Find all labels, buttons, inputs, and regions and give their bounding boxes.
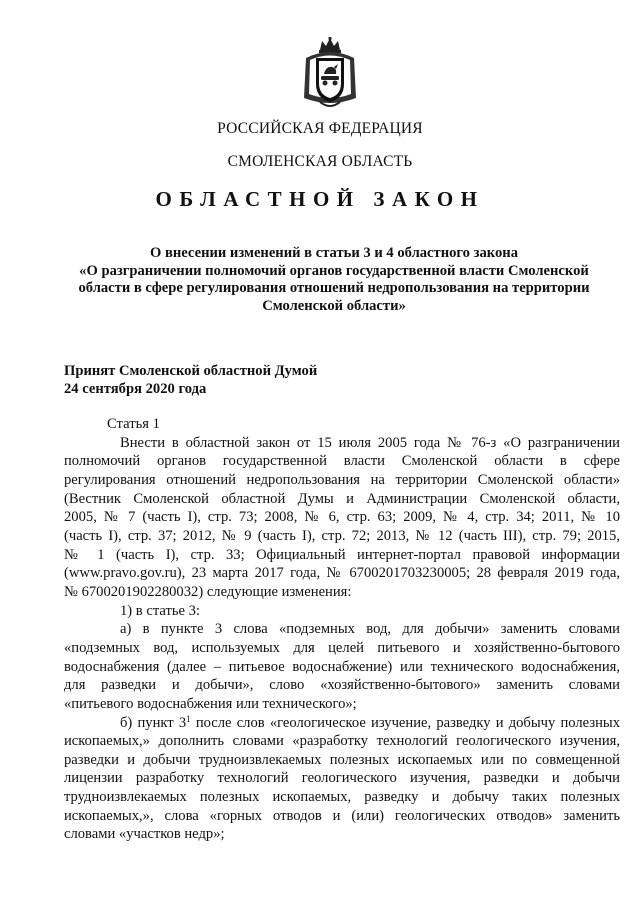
superscript-index: 1 xyxy=(186,713,191,724)
subpoint-b-line: ископаемых,» дополнить словами «разработку технологий геологического изучения, xyxy=(64,733,620,750)
law-title-line: Смоленской области» xyxy=(262,297,406,314)
subpoint-a-line: «подземных вод, используемых для целей питьевого и хозяйственно-бытового xyxy=(64,639,620,656)
subpoint-a-line: а) в пункте 3 слова «подземных вод, для добычи» заменить словами xyxy=(120,621,620,638)
subpoint-a-line: водоснабжения (далее – питьевое водоснабжение) или технического водоснабжения, xyxy=(64,658,620,675)
subpoint-a-line: для разведки и добычи», слово «хозяйственно-бытового» заменить словами xyxy=(64,677,620,694)
subpoint-b-rest: после слов «геологическое изучение, разведку и добычу полезных xyxy=(190,714,621,731)
article-intro-line: (www.pravo.gov.ru), 23 марта 2017 года, № 6700201703230005; 28 февраля 2019 года, xyxy=(64,565,620,582)
article-intro-line: регулирования отношений недропользования на территории Смоленской области» xyxy=(64,471,620,488)
coat-of-arms-icon xyxy=(298,36,362,112)
law-body xyxy=(64,415,620,844)
law-title-line: области в сфере регулирования отношений недропользования на территории xyxy=(78,280,590,297)
subpoint-b-line: словами «участков недр»; xyxy=(64,826,225,843)
law-title-line: «О разграничении полномочий органов государственной власти Смоленской xyxy=(79,262,589,279)
article-intro-line: Внести в областной закон от 15 июля 2005 года № 76-з «О разграничении xyxy=(120,434,620,451)
adoption-info xyxy=(64,362,317,398)
subpoint-b-first-line xyxy=(64,714,620,733)
subpoint-b-line: трудноизвлекаемых полезных ископаемых, разведку и добычу таких полезных xyxy=(64,789,620,806)
adoption-date: 24 сентября 2020 года xyxy=(64,381,207,398)
article-intro-line: 2005, № 7 (часть I), стр. 73; 2008, № 6, стр. 63; 2009, № 4, стр. 34; 2011, № 10 xyxy=(64,509,620,526)
subpoint-b-line: ископаемых,», слова «горных отводов и (или) геологических отводов» заменить xyxy=(64,807,620,824)
subpoint-b-line: лицензии разработку технологий геологического изучения, разведки и добычи xyxy=(64,770,620,787)
country-heading: РОССИЙСКАЯ ФЕДЕРАЦИЯ xyxy=(217,120,423,137)
subpoint-a-line: «питьевого водоснабжения или технического»; xyxy=(64,695,357,712)
law-title xyxy=(64,245,604,315)
region-heading: СМОЛЕНСКАЯ ОБЛАСТЬ xyxy=(227,153,413,170)
article-heading: Статья 1 xyxy=(107,416,160,432)
document-type-heading: ОБЛАСТНОЙ ЗАКОН xyxy=(155,187,485,211)
point-1-heading: 1) в статье 3: xyxy=(120,602,200,619)
article-intro-line: № 1 (часть I), стр. 33; Официальный интернет-портал правовой информации xyxy=(64,546,620,563)
article-intro-line: полномочий органов государственной власти Смоленской области в сфере xyxy=(64,453,620,470)
article-intro-line: (часть I), стр. 37; 2012, № 9 (часть I), стр. 72; 2013, № 12 (часть III), стр. 79; 2015, xyxy=(64,527,620,544)
subpoint-b-line: разведки и добычи трудноизвлекаемых полезных ископаемых или по совмещенной xyxy=(64,751,620,768)
article-intro-line: (Вестник Смоленской областной Думы и Администрации Смоленской области, xyxy=(64,490,620,507)
adoption-line: Принят Смоленской областной Думой xyxy=(64,363,318,379)
article-intro-line: № 6700201902280032) следующие изменения: xyxy=(64,583,352,600)
law-title-line: О внесении изменений в статьи 3 и 4 областного закона xyxy=(149,245,518,261)
subpoint-b-prefix: б) пункт 3 xyxy=(120,714,187,731)
